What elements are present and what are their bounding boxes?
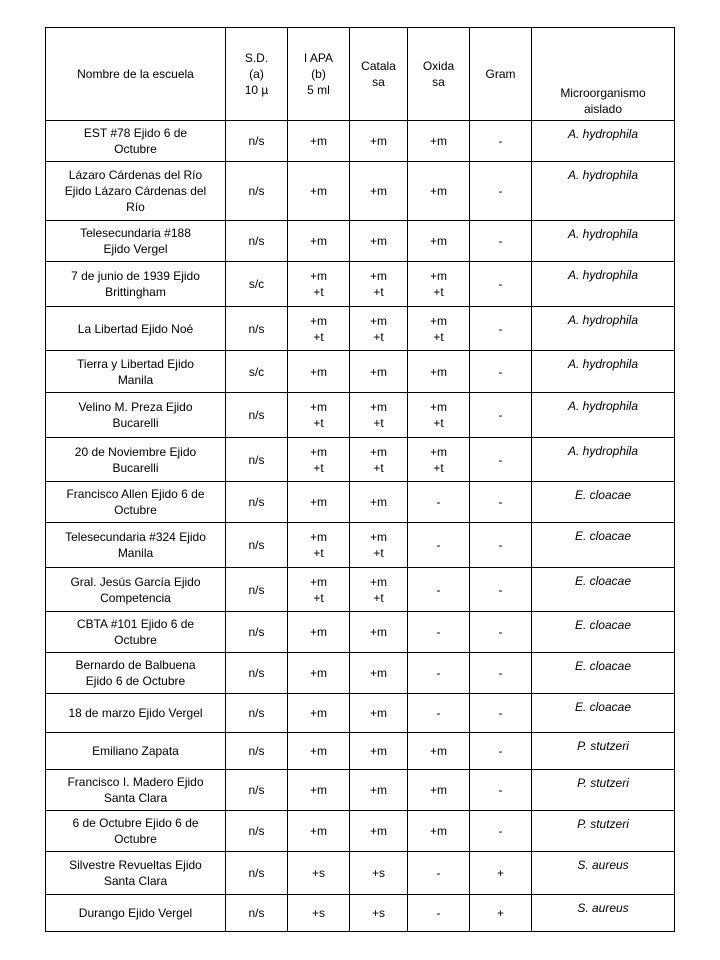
cell-oxidasa: - <box>408 612 470 653</box>
cell-sd: n/s <box>226 162 288 221</box>
cell-sd: n/s <box>226 612 288 653</box>
header-sd: S.D. (a) 10 µ <box>226 28 288 121</box>
cell-microorganism: S. aureus <box>532 852 675 895</box>
cell-school: Gral. Jesús García Ejido Competencia <box>46 568 226 612</box>
cell-iapa: +m +t <box>288 438 350 482</box>
cell-sd: n/s <box>226 307 288 351</box>
cell-school: La Libertad Ejido Noé <box>46 307 226 351</box>
cell-iapa: +m <box>288 770 350 811</box>
cell-microorganism: P. stutzeri <box>532 770 675 811</box>
cell-microorganism: E. cloacae <box>532 694 675 733</box>
table-row <box>46 733 675 770</box>
cell-oxidasa: +m <box>408 351 470 393</box>
cell-oxidasa: +m <box>408 733 470 770</box>
cell-iapa: +m <box>288 162 350 221</box>
cell-catalasa: +m <box>350 733 408 770</box>
cell-oxidasa: +m <box>408 770 470 811</box>
header-row <box>46 28 675 121</box>
cell-oxidasa: - <box>408 482 470 523</box>
cell-iapa: +m <box>288 221 350 262</box>
cell-school: Francisco Allen Ejido 6 de Octubre <box>46 482 226 523</box>
cell-catalasa: +m <box>350 770 408 811</box>
table-row <box>46 770 675 811</box>
cell-catalasa: +m +t <box>350 262 408 307</box>
cell-iapa: +m +t <box>288 262 350 307</box>
cell-iapa: +m <box>288 811 350 852</box>
cell-school: Francisco I. Madero Ejido Santa Clara <box>46 770 226 811</box>
cell-oxidasa: +m +t <box>408 262 470 307</box>
cell-catalasa: +m +t <box>350 438 408 482</box>
cell-oxidasa: +m <box>408 162 470 221</box>
cell-sd: s/c <box>226 351 288 393</box>
cell-sd: n/s <box>226 482 288 523</box>
cell-gram: - <box>470 121 532 162</box>
cell-sd: n/s <box>226 653 288 694</box>
table-body <box>46 121 675 932</box>
cell-catalasa: +m <box>350 162 408 221</box>
cell-oxidasa: +m +t <box>408 438 470 482</box>
cell-microorganism: P. stutzeri <box>532 733 675 770</box>
cell-gram: - <box>470 162 532 221</box>
cell-microorganism: P. stutzeri <box>532 811 675 852</box>
cell-iapa: +m <box>288 351 350 393</box>
cell-microorganism: A. hydrophila <box>532 162 675 221</box>
cell-microorganism: A. hydrophila <box>532 221 675 262</box>
cell-gram: - <box>470 694 532 733</box>
table-row <box>46 351 675 393</box>
cell-oxidasa: - <box>408 694 470 733</box>
cell-iapa: +s <box>288 852 350 895</box>
cell-school: Emiliano Zapata <box>46 733 226 770</box>
cell-iapa: +m <box>288 612 350 653</box>
cell-sd: n/s <box>226 811 288 852</box>
cell-school: Telesecundaria #188 Ejido Vergel <box>46 221 226 262</box>
cell-oxidasa: +m <box>408 121 470 162</box>
table-row <box>46 438 675 482</box>
cell-catalasa: +m <box>350 121 408 162</box>
cell-catalasa: +s <box>350 895 408 932</box>
cell-catalasa: +m <box>350 653 408 694</box>
cell-iapa: +m <box>288 653 350 694</box>
cell-oxidasa: - <box>408 523 470 568</box>
cell-catalasa: +m <box>350 612 408 653</box>
cell-school: 6 de Octubre Ejido 6 de Octubre <box>46 811 226 852</box>
table-row <box>46 852 675 895</box>
cell-catalasa: +m <box>350 482 408 523</box>
cell-sd: n/s <box>226 852 288 895</box>
cell-school: Telesecundaria #324 Ejido Manila <box>46 523 226 568</box>
header-gram: Gram <box>470 28 532 121</box>
table-row <box>46 811 675 852</box>
cell-gram: + <box>470 852 532 895</box>
cell-iapa: +m <box>288 733 350 770</box>
cell-microorganism: A. hydrophila <box>532 262 675 307</box>
cell-iapa: +s <box>288 895 350 932</box>
header-school: Nombre de la escuela <box>46 28 226 121</box>
cell-sd: n/s <box>226 393 288 438</box>
cell-gram: - <box>470 811 532 852</box>
cell-gram: - <box>470 482 532 523</box>
cell-catalasa: +m <box>350 351 408 393</box>
cell-oxidasa: +m <box>408 221 470 262</box>
cell-school: Silvestre Revueltas Ejido Santa Clara <box>46 852 226 895</box>
cell-iapa: +m <box>288 121 350 162</box>
cell-iapa: +m <box>288 482 350 523</box>
cell-microorganism: E. cloacae <box>532 612 675 653</box>
cell-catalasa: +m +t <box>350 568 408 612</box>
table-row <box>46 162 675 221</box>
cell-microorganism: A. hydrophila <box>532 307 675 351</box>
header-microorganism: Microorganismo aislado <box>532 28 675 121</box>
cell-iapa: +m <box>288 694 350 733</box>
cell-gram: - <box>470 653 532 694</box>
cell-school: Tierra y Libertad Ejido Manila <box>46 351 226 393</box>
cell-microorganism: E. cloacae <box>532 653 675 694</box>
cell-school: Bernardo de Balbuena Ejido 6 de Octubre <box>46 653 226 694</box>
cell-school: Lázaro Cárdenas del Río Ejido Lázaro Cárdenas del Río <box>46 162 226 221</box>
cell-oxidasa: +m +t <box>408 307 470 351</box>
cell-catalasa: +m +t <box>350 307 408 351</box>
cell-microorganism: A. hydrophila <box>532 121 675 162</box>
cell-sd: n/s <box>226 568 288 612</box>
cell-oxidasa: - <box>408 852 470 895</box>
cell-catalasa: +m <box>350 694 408 733</box>
cell-microorganism: A. hydrophila <box>532 393 675 438</box>
cell-sd: n/s <box>226 895 288 932</box>
cell-gram: - <box>470 612 532 653</box>
cell-oxidasa: +m <box>408 811 470 852</box>
table-row <box>46 121 675 162</box>
cell-sd: n/s <box>226 438 288 482</box>
results-table <box>45 27 675 932</box>
cell-gram: - <box>470 262 532 307</box>
cell-microorganism: A. hydrophila <box>532 351 675 393</box>
table-row <box>46 694 675 733</box>
cell-sd: n/s <box>226 694 288 733</box>
cell-school: Durango Ejido Vergel <box>46 895 226 932</box>
cell-iapa: +m +t <box>288 393 350 438</box>
table-row <box>46 262 675 307</box>
cell-gram: - <box>470 351 532 393</box>
cell-oxidasa: - <box>408 653 470 694</box>
cell-catalasa: +m <box>350 221 408 262</box>
header-catalasa: Catala sa <box>350 28 408 121</box>
cell-sd: n/s <box>226 770 288 811</box>
cell-sd: n/s <box>226 121 288 162</box>
cell-microorganism: E. cloacae <box>532 568 675 612</box>
cell-school: 7 de junio de 1939 Ejido Brittingham <box>46 262 226 307</box>
table-row <box>46 612 675 653</box>
header-oxidasa: Oxida sa <box>408 28 470 121</box>
cell-oxidasa: - <box>408 895 470 932</box>
cell-catalasa: +m <box>350 811 408 852</box>
cell-microorganism: S. aureus <box>532 895 675 932</box>
cell-oxidasa: - <box>408 568 470 612</box>
cell-gram: - <box>470 307 532 351</box>
cell-sd: n/s <box>226 733 288 770</box>
cell-iapa: +m +t <box>288 307 350 351</box>
cell-gram: + <box>470 895 532 932</box>
table-row <box>46 221 675 262</box>
cell-sd: n/s <box>226 523 288 568</box>
cell-iapa: +m +t <box>288 568 350 612</box>
table-row <box>46 307 675 351</box>
cell-school: 20 de Noviembre Ejido Bucarelli <box>46 438 226 482</box>
table-row <box>46 653 675 694</box>
cell-school: 18 de marzo Ejido Vergel <box>46 694 226 733</box>
cell-gram: - <box>470 438 532 482</box>
cell-gram: - <box>470 770 532 811</box>
cell-microorganism: A. hydrophila <box>532 438 675 482</box>
cell-microorganism: E. cloacae <box>532 523 675 568</box>
table-row <box>46 523 675 568</box>
cell-sd: n/s <box>226 221 288 262</box>
cell-school: Velino M. Preza Ejido Bucarelli <box>46 393 226 438</box>
table-row <box>46 895 675 932</box>
cell-catalasa: +m +t <box>350 523 408 568</box>
cell-gram: - <box>470 221 532 262</box>
cell-sd: s/c <box>226 262 288 307</box>
cell-school: CBTA #101 Ejido 6 de Octubre <box>46 612 226 653</box>
table-row <box>46 482 675 523</box>
cell-oxidasa: +m +t <box>408 393 470 438</box>
cell-catalasa: +s <box>350 852 408 895</box>
header-iapa: I APA (b) 5 ml <box>288 28 350 121</box>
cell-school: EST #78 Ejido 6 de Octubre <box>46 121 226 162</box>
cell-gram: - <box>470 733 532 770</box>
cell-gram: - <box>470 568 532 612</box>
table-row <box>46 568 675 612</box>
cell-gram: - <box>470 393 532 438</box>
cell-catalasa: +m +t <box>350 393 408 438</box>
cell-iapa: +m +t <box>288 523 350 568</box>
cell-microorganism: E. cloacae <box>532 482 675 523</box>
table-row <box>46 393 675 438</box>
cell-gram: - <box>470 523 532 568</box>
